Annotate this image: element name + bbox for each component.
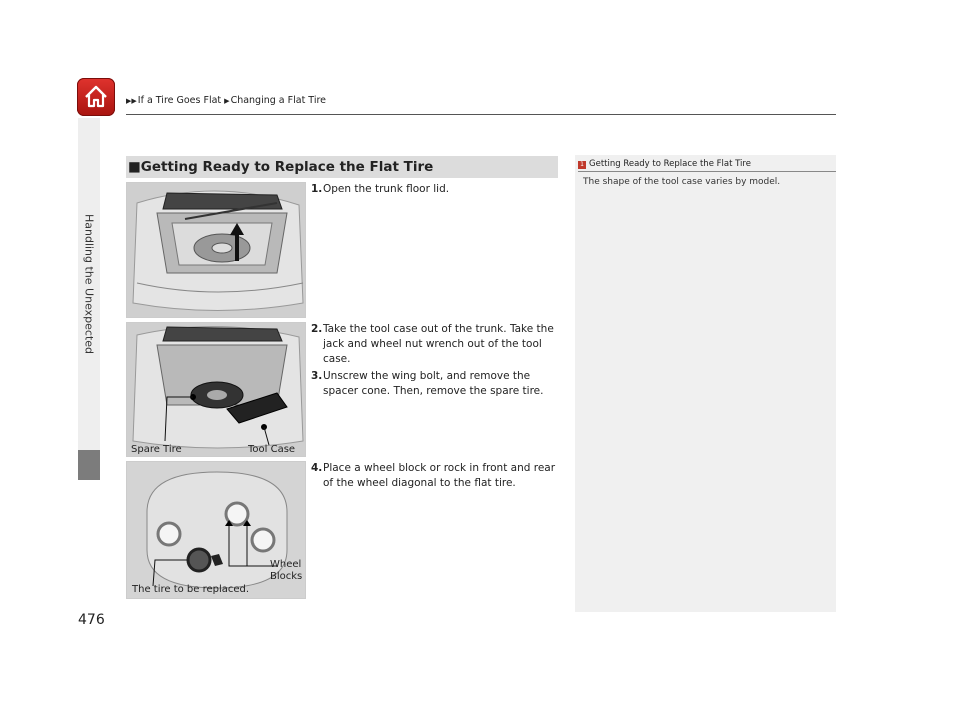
step-number: 1. [311,183,323,195]
breadcrumb [126,95,326,106]
step-1 [311,182,563,197]
step-text: Place a wheel block or rock in front and rear of the wheel diagonal to the flat tire. [323,462,556,489]
step-4 [311,461,563,491]
chapter-marker [78,450,100,480]
callout-wheel: Wheel [270,559,302,570]
side-note-text: The shape of the tool case varies by model. [583,177,781,187]
figure-wheel-blocks [126,461,306,599]
figure-trunk-lid [126,182,306,318]
header-rule [126,114,836,115]
step-number: 2. [311,323,323,335]
triangle-right-icon: ▶▶ [126,97,137,105]
side-note-title-text: Getting Ready to Replace the Flat Tire [589,159,751,169]
note-icon: 1 [578,161,586,169]
callout-tool-case: Tool Case [248,444,296,455]
section-heading [126,156,558,178]
square-icon: ■ [128,159,141,175]
breadcrumb-current[interactable]: Changing a Flat Tire [230,95,327,106]
step-number: 3. [311,370,323,382]
callout-blocks: Blocks [270,571,303,582]
step-text: Unscrew the wing bolt, and remove the spacer cone. Then, remove the spare tire. [323,370,544,397]
side-note-title [578,159,836,172]
section-title: Getting Ready to Replace the Flat Tire [140,159,434,175]
callout-spare-tire: Spare Tire [131,444,182,455]
figure-tool-case [126,322,306,457]
page-number: 476 [78,612,105,628]
step-text: Take the tool case out of the trunk. Take the jack and wheel nut wrench out of the tool case. [323,323,554,365]
callout-tire-to-replace: The tire to be replaced. [132,584,250,595]
step-text: Open the trunk floor lid. [323,183,450,195]
step-2 [311,322,563,367]
home-icon [82,83,110,111]
breadcrumb-parent[interactable]: If a Tire Goes Flat [137,95,222,106]
step-number: 4. [311,462,323,474]
side-note [575,155,836,612]
step-3 [311,369,563,399]
chapter-label: Handling the Unexpected [82,213,96,355]
home-button[interactable] [77,78,115,116]
triangle-right-icon: ▶ [224,97,230,105]
